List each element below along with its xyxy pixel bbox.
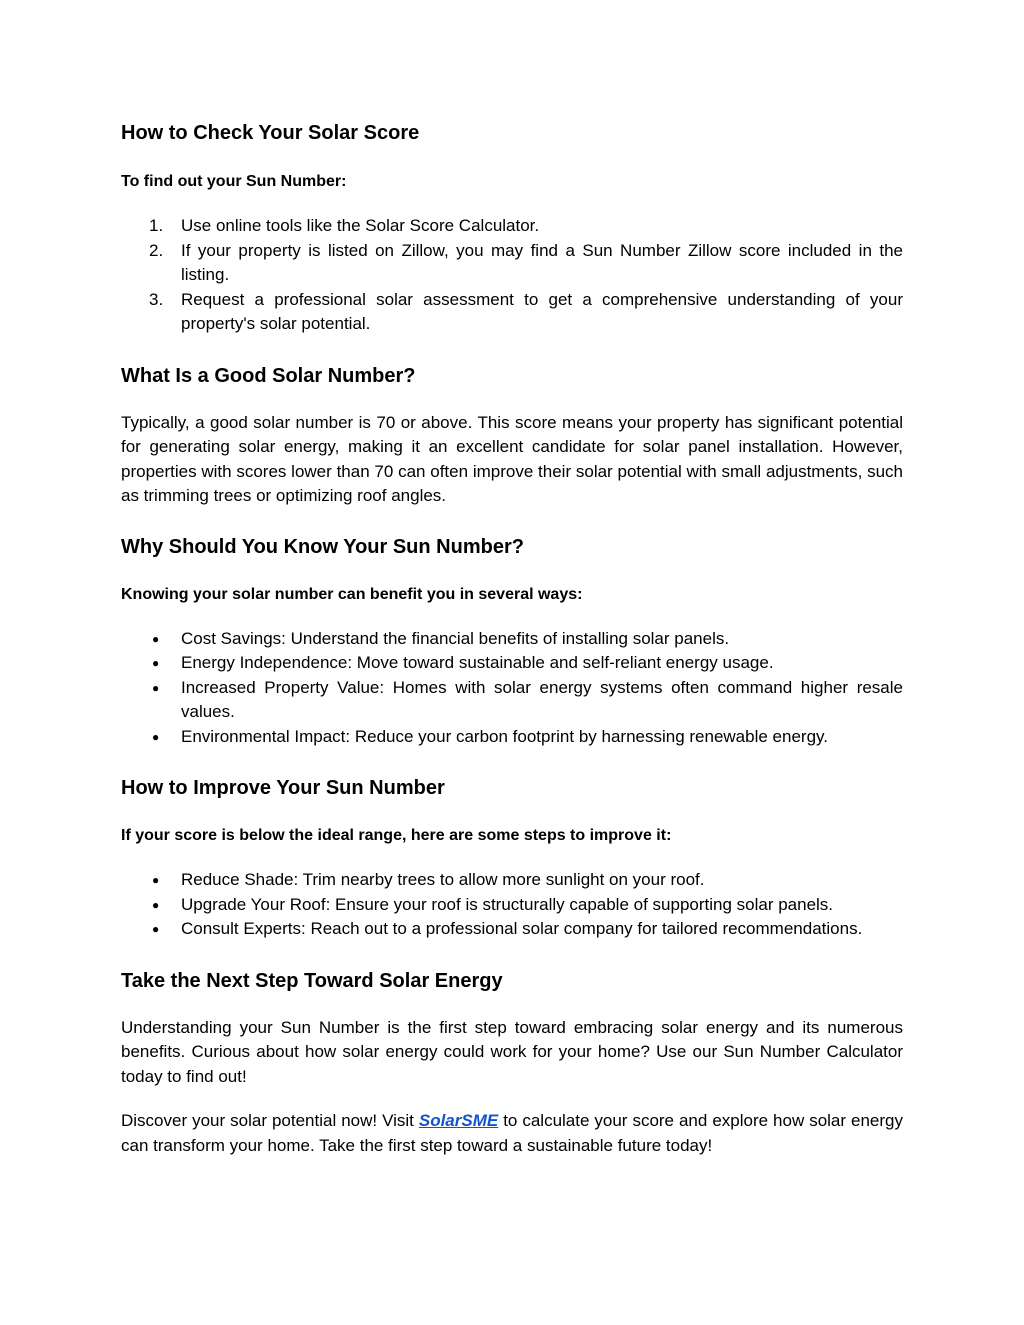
solarsme-link[interactable]: SolarSME — [418, 1111, 499, 1130]
list-item — [121, 868, 903, 893]
paragraph-call-to-action — [121, 1109, 903, 1158]
heading-good-solar-number: What Is a Good Solar Number? — [121, 364, 416, 387]
heading-check-solar-score: How to Check Your Solar Score — [121, 122, 420, 144]
benefits-list — [121, 627, 903, 750]
cta-text-after: to calculate your score and explore how solar energy can transform your home. Take the first step toward a sustainable future today! — [121, 1111, 903, 1155]
heading-improve-sun-number: How to Improve Your Sun Number — [121, 777, 445, 799]
list-item — [121, 651, 903, 676]
improve-steps-list — [121, 868, 903, 942]
list-item — [121, 676, 903, 725]
list-item-text: Increased Property Value: Homes with solar energy systems often command higher resale values. — [181, 677, 903, 721]
bullet-icon: ● — [152, 631, 160, 646]
list-item — [121, 239, 903, 288]
heading-next-step: Take the Next Step Toward Solar Energy — [121, 969, 503, 992]
list-item-text: Environmental Impact: Reduce your carbon footprint by harnessing renewable energy. — [181, 726, 828, 746]
list-marker: 1. — [149, 216, 164, 235]
bullet-icon: ● — [152, 680, 160, 695]
bullet-icon: ● — [152, 922, 160, 936]
paragraph-good-solar-number: Typically, a good solar number is 70 or above. This score means your property has significant potential for generating solar energy, making it an excellent candidate for solar panel installation. However, properties with scores lower than 70 can often improve their solar potential with small adjustments, such as trimming trees or optimizing roof angles. — [121, 412, 903, 505]
list-item-text: Consult Experts: Reach out to a professional solar company for tailored recommendations. — [181, 919, 863, 938]
list-item — [121, 893, 903, 918]
bullet-icon: ● — [152, 729, 160, 744]
list-item-text: Energy Independence: Move toward sustainable and self-reliant energy usage. — [181, 653, 774, 672]
list-item — [121, 288, 903, 337]
list-item-text: Upgrade Your Roof: Ensure your roof is structurally capable of supporting solar panels. — [181, 894, 834, 914]
cta-text-before: Discover your solar potential now! Visit — [121, 1111, 419, 1130]
paragraph-understanding: Understanding your Sun Number is the first step toward embracing solar energy and its numerous benefits. Curious about how solar energy could work for your home? Use our Sun Number Calculator today to find out! — [121, 1017, 903, 1086]
list-item-text: Cost Savings: Understand the financial benefits of installing solar panels. — [181, 628, 730, 648]
lead-improve-steps: If your score is below the ideal range, here are some steps to improve it: — [121, 827, 672, 844]
list-item — [121, 214, 903, 239]
list-item — [121, 917, 903, 942]
bullet-icon: ● — [152, 897, 160, 912]
bullet-icon: ● — [152, 656, 160, 670]
lead-find-sun-number: To find out your Sun Number: — [121, 173, 347, 190]
list-marker: 3. — [149, 289, 164, 309]
list-item-text: Request a professional solar assessment to get a comprehensive understanding of your property's solar potential. — [181, 289, 903, 333]
list-item — [121, 627, 903, 652]
heading-why-know-sun-number: Why Should You Know Your Sun Number? — [121, 535, 524, 558]
list-item-text: Use online tools like the Solar Score Calculator. — [181, 216, 540, 235]
document-page — [121, 118, 903, 1158]
check-steps-list — [121, 214, 903, 337]
list-item — [121, 725, 903, 750]
bullet-icon: ● — [152, 873, 160, 887]
list-marker: 2. — [149, 240, 164, 260]
list-item-text: Reduce Shade: Trim nearby trees to allow more sunlight on your roof. — [181, 870, 705, 889]
list-item-text: If your property is listed on Zillow, you may find a Sun Number Zillow score included in the listing. — [181, 240, 903, 284]
lead-benefits: Knowing your solar number can benefit you in several ways: — [121, 585, 583, 603]
